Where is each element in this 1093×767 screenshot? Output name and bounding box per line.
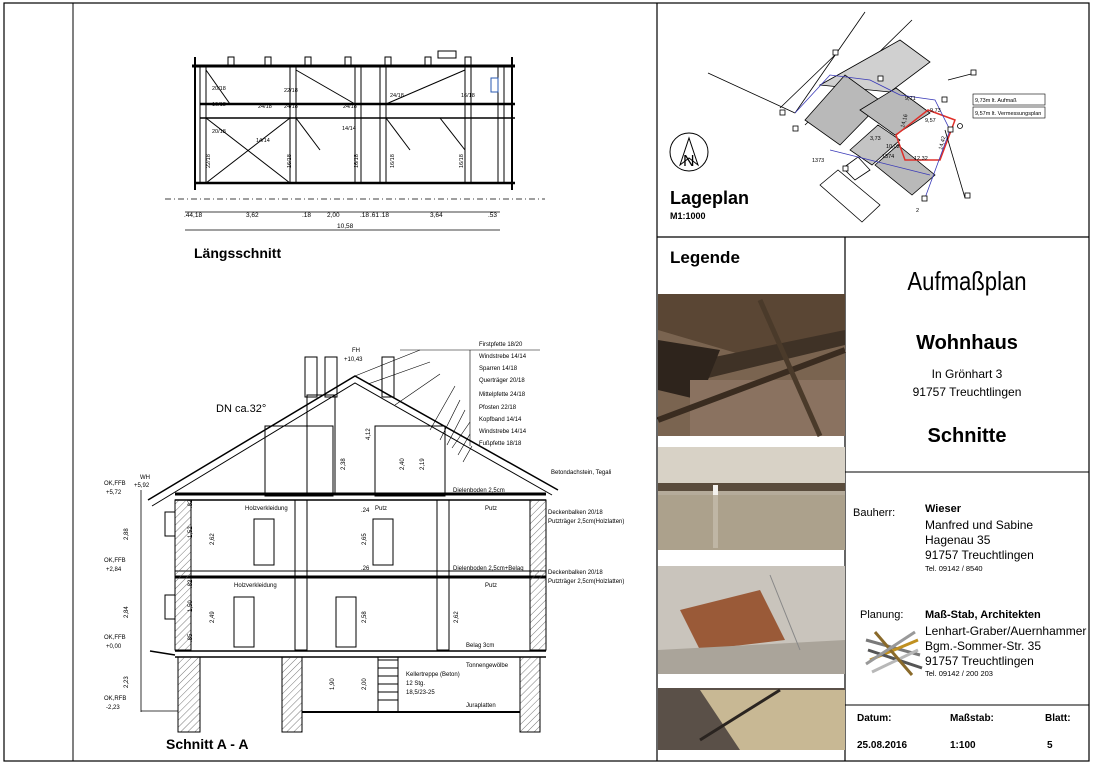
drawing-label: .82: [188, 579, 194, 588]
legend-photo-plaster-damage: [658, 566, 845, 674]
beam-tag: 16/18: [390, 154, 396, 168]
drawing-label: OK,FFB: [104, 635, 126, 641]
drawing-label: .53: [488, 212, 498, 219]
drawing-label: Betondachstein, Tegali: [551, 470, 612, 476]
parcel-number: 1373: [812, 158, 825, 164]
longitudinal-section-title: Längsschnitt: [194, 245, 282, 261]
drawing-label: 3,62: [246, 212, 259, 219]
beam-tag: 24/18: [390, 93, 404, 99]
drawing-label: 10,02: [886, 144, 900, 150]
drawing-label: 2,62: [454, 611, 460, 623]
drawing-label: .85: [188, 633, 194, 642]
beam-tag: 14/14: [256, 138, 270, 144]
beam-tag: 16/18: [461, 93, 475, 99]
drawing-label: Dielenboden 2,5cm+Belag: [453, 566, 524, 572]
drawing-label: 12,32: [914, 156, 928, 162]
site-plan-title: Lageplan: [670, 188, 750, 208]
scale-label: Maßstab:: [950, 713, 994, 724]
address-street: In Grönhart 3: [931, 367, 1003, 381]
site-plan-scale: M1:1000: [670, 211, 706, 221]
north-arrow-icon: [670, 133, 708, 171]
legend-photo-attic-truss: [658, 294, 845, 436]
client-names: Manfred und Sabine: [925, 518, 1034, 532]
drawing-label: 2,58: [362, 611, 368, 623]
drawing-label: 2,38: [341, 458, 347, 470]
beam-tag: 16/18: [287, 154, 293, 168]
drawing-label: 3,64: [430, 212, 443, 219]
member-label: Mittelpfette 24/18: [479, 392, 526, 398]
drawing-label: N: [683, 153, 695, 170]
drawing-label: .44,18: [184, 212, 203, 219]
drawing-label: +0,00: [106, 644, 122, 650]
client-city: 91757 Treuchtlingen: [925, 548, 1034, 562]
drawing-label: .18: [302, 212, 312, 219]
beam-tag: 16/18: [212, 102, 226, 108]
legend-photo-cellar-vault: [658, 688, 845, 750]
member-label: Windstrebe 14/14: [479, 354, 527, 360]
beam-tag: 20/18: [212, 86, 226, 92]
planner-label: Planung:: [860, 609, 904, 621]
drawing-label: +10,43: [344, 357, 363, 363]
client-street: Hagenau 35: [925, 533, 991, 547]
drawing-label: Putzträger 2,5cm(Holzlatten): [548, 579, 625, 585]
drawing-label: 9,73m lt. Aufmaß: [975, 98, 1017, 104]
planner-phone: Tel. 09142 / 200 203: [925, 669, 993, 678]
drawing-label: +2,84: [106, 567, 122, 573]
client-label: Bauherr:: [853, 507, 896, 519]
planner-company: Maß-Stab, Architekten: [925, 609, 1041, 621]
legend-photo-ceiling-beam: [658, 447, 845, 550]
legend-title: Legende: [670, 248, 740, 267]
room-label: Putz: [485, 583, 498, 589]
client-phone: Tel. 09142 / 8540: [925, 564, 983, 573]
drawing-label: 2,23: [124, 676, 130, 688]
drawing-label: +5,72: [106, 490, 122, 496]
cross-section-title: Schnitt A - A: [166, 736, 249, 752]
longitudinal-beam-tags: [206, 86, 475, 168]
drawing-label: OK,FFB: [104, 481, 126, 487]
longitudinal-section-drawing: [165, 51, 545, 230]
drawing-label: 9,57: [925, 118, 936, 124]
address-city: 91757 Treuchtlingen: [912, 385, 1022, 399]
drawing-label: -2,23: [106, 705, 120, 711]
drawing-label: 3,73: [870, 136, 881, 142]
sheet-number: 5: [1047, 740, 1053, 751]
drawing-label: 12 Stg.: [406, 681, 426, 687]
drawing-label: .61: [370, 212, 380, 219]
drawing-label: 9,71: [905, 96, 916, 102]
planner-street: Bgm.-Sommer-Str. 35: [925, 639, 1042, 653]
beam-tag: 20/18: [212, 129, 226, 135]
drawing-label: 9,73: [930, 108, 941, 114]
pencil-logo-icon: [866, 632, 922, 675]
beam-tag: 16/18: [354, 154, 360, 168]
drawing-label: 9,57m lt. Vermessungsplan: [975, 111, 1042, 117]
member-label: Sparren 14/18: [479, 366, 518, 372]
drawing-label: 2,88: [124, 528, 130, 540]
beam-tag: 24/18: [258, 104, 272, 110]
drawing-label: 2,00: [327, 212, 340, 219]
member-label: Pfosten 22/18: [479, 405, 517, 411]
drawing-label: Juraplatten: [466, 703, 496, 709]
date-label: Datum:: [857, 713, 892, 724]
drawing-label: .82: [188, 499, 194, 508]
drawing-label: 2,19: [420, 458, 426, 470]
member-label: Querträger 20/18: [479, 378, 525, 384]
sheet-kind: Schnitte: [927, 425, 1007, 447]
drawing-label: 14,16: [900, 113, 910, 129]
drawing-label: .26: [361, 566, 370, 572]
drawing-label: Putzträger 2,5cm(Holzlatten): [548, 519, 625, 525]
roof-pitch-label: DN ca.32°: [216, 403, 267, 415]
drawing-label: FH: [352, 348, 360, 354]
drawing-label: .24: [361, 508, 370, 514]
drawing-label: 1,50: [188, 600, 194, 612]
drawing-label: 18,5/23-25: [406, 690, 435, 696]
drawing-label: 2,62: [210, 533, 216, 545]
drawing-label: 2,84: [124, 606, 130, 618]
member-label: Firstpfette 18/20: [479, 342, 523, 348]
parcel-number: 1374: [882, 154, 895, 160]
beam-tag: 14/14: [342, 126, 356, 132]
beam-tag: 16/18: [459, 154, 465, 168]
drawing-label: Belag 3cm: [466, 643, 495, 649]
drawing-label: Deckenbalken 20/18: [548, 570, 603, 576]
drawing-label: WH: [140, 475, 150, 481]
planner-city: 91757 Treuchtlingen: [925, 654, 1034, 668]
drawing-label: Kellertreppe (Beton): [406, 672, 460, 678]
drawing-label: OK,FFB: [104, 558, 126, 564]
cross-section-member-labels: [479, 342, 527, 447]
member-label: Kopfband 14/14: [479, 417, 522, 423]
beam-tag: 24/18: [343, 104, 357, 110]
drawing-label: 2,65: [362, 533, 368, 545]
client-surname: Wieser: [925, 503, 961, 515]
scale-value: 1:100: [950, 740, 976, 751]
drawing-label: 4,12: [366, 428, 372, 440]
drawing-label: 2,49: [210, 611, 216, 623]
drawing-label: Tonnengewölbe: [466, 663, 509, 669]
planner-names: Lenhart-Graber/Auernhammer: [925, 624, 1087, 638]
member-label: Fußpfette 18/18: [479, 441, 522, 447]
drawing-label: .18: [360, 212, 370, 219]
room-label: Putz: [485, 506, 498, 512]
drawing-label: .18: [380, 212, 390, 219]
building-type: Wohnhaus: [916, 332, 1018, 354]
drawing-label: 2,40: [400, 458, 406, 470]
member-label: Windstrebe 14/14: [479, 429, 527, 435]
room-label: Holzverkleidung: [234, 583, 277, 589]
drawing-label: 1,52: [188, 526, 194, 538]
drawing-label: Dielenboden 2,5cm: [453, 488, 505, 494]
drawing-label: 14,42: [938, 135, 948, 151]
room-label: Putz: [375, 506, 388, 512]
beam-tag: 22/18: [206, 154, 212, 168]
drawing-label: OK,RFB: [104, 696, 127, 702]
beam-tag: 22/18: [284, 88, 298, 94]
drawing-label: Deckenbalken 20/18: [548, 510, 603, 516]
drawing-label: 10,58: [337, 223, 354, 230]
plan-title: Aufmaßplan: [907, 266, 1027, 296]
longitudinal-dimensions: [184, 212, 497, 230]
date-value: 25.08.2016: [857, 740, 908, 751]
room-label: Holzverkleidung: [245, 506, 288, 512]
beam-tag: 24/18: [284, 104, 298, 110]
drawing-label: 2: [916, 208, 920, 214]
sheet-label: Blatt:: [1045, 713, 1071, 724]
drawing-label: 2,00: [362, 678, 368, 690]
site-plan-notes: [973, 94, 1045, 118]
drawing-label: +5,92: [134, 483, 150, 489]
drawing-label: 1,90: [330, 678, 336, 690]
